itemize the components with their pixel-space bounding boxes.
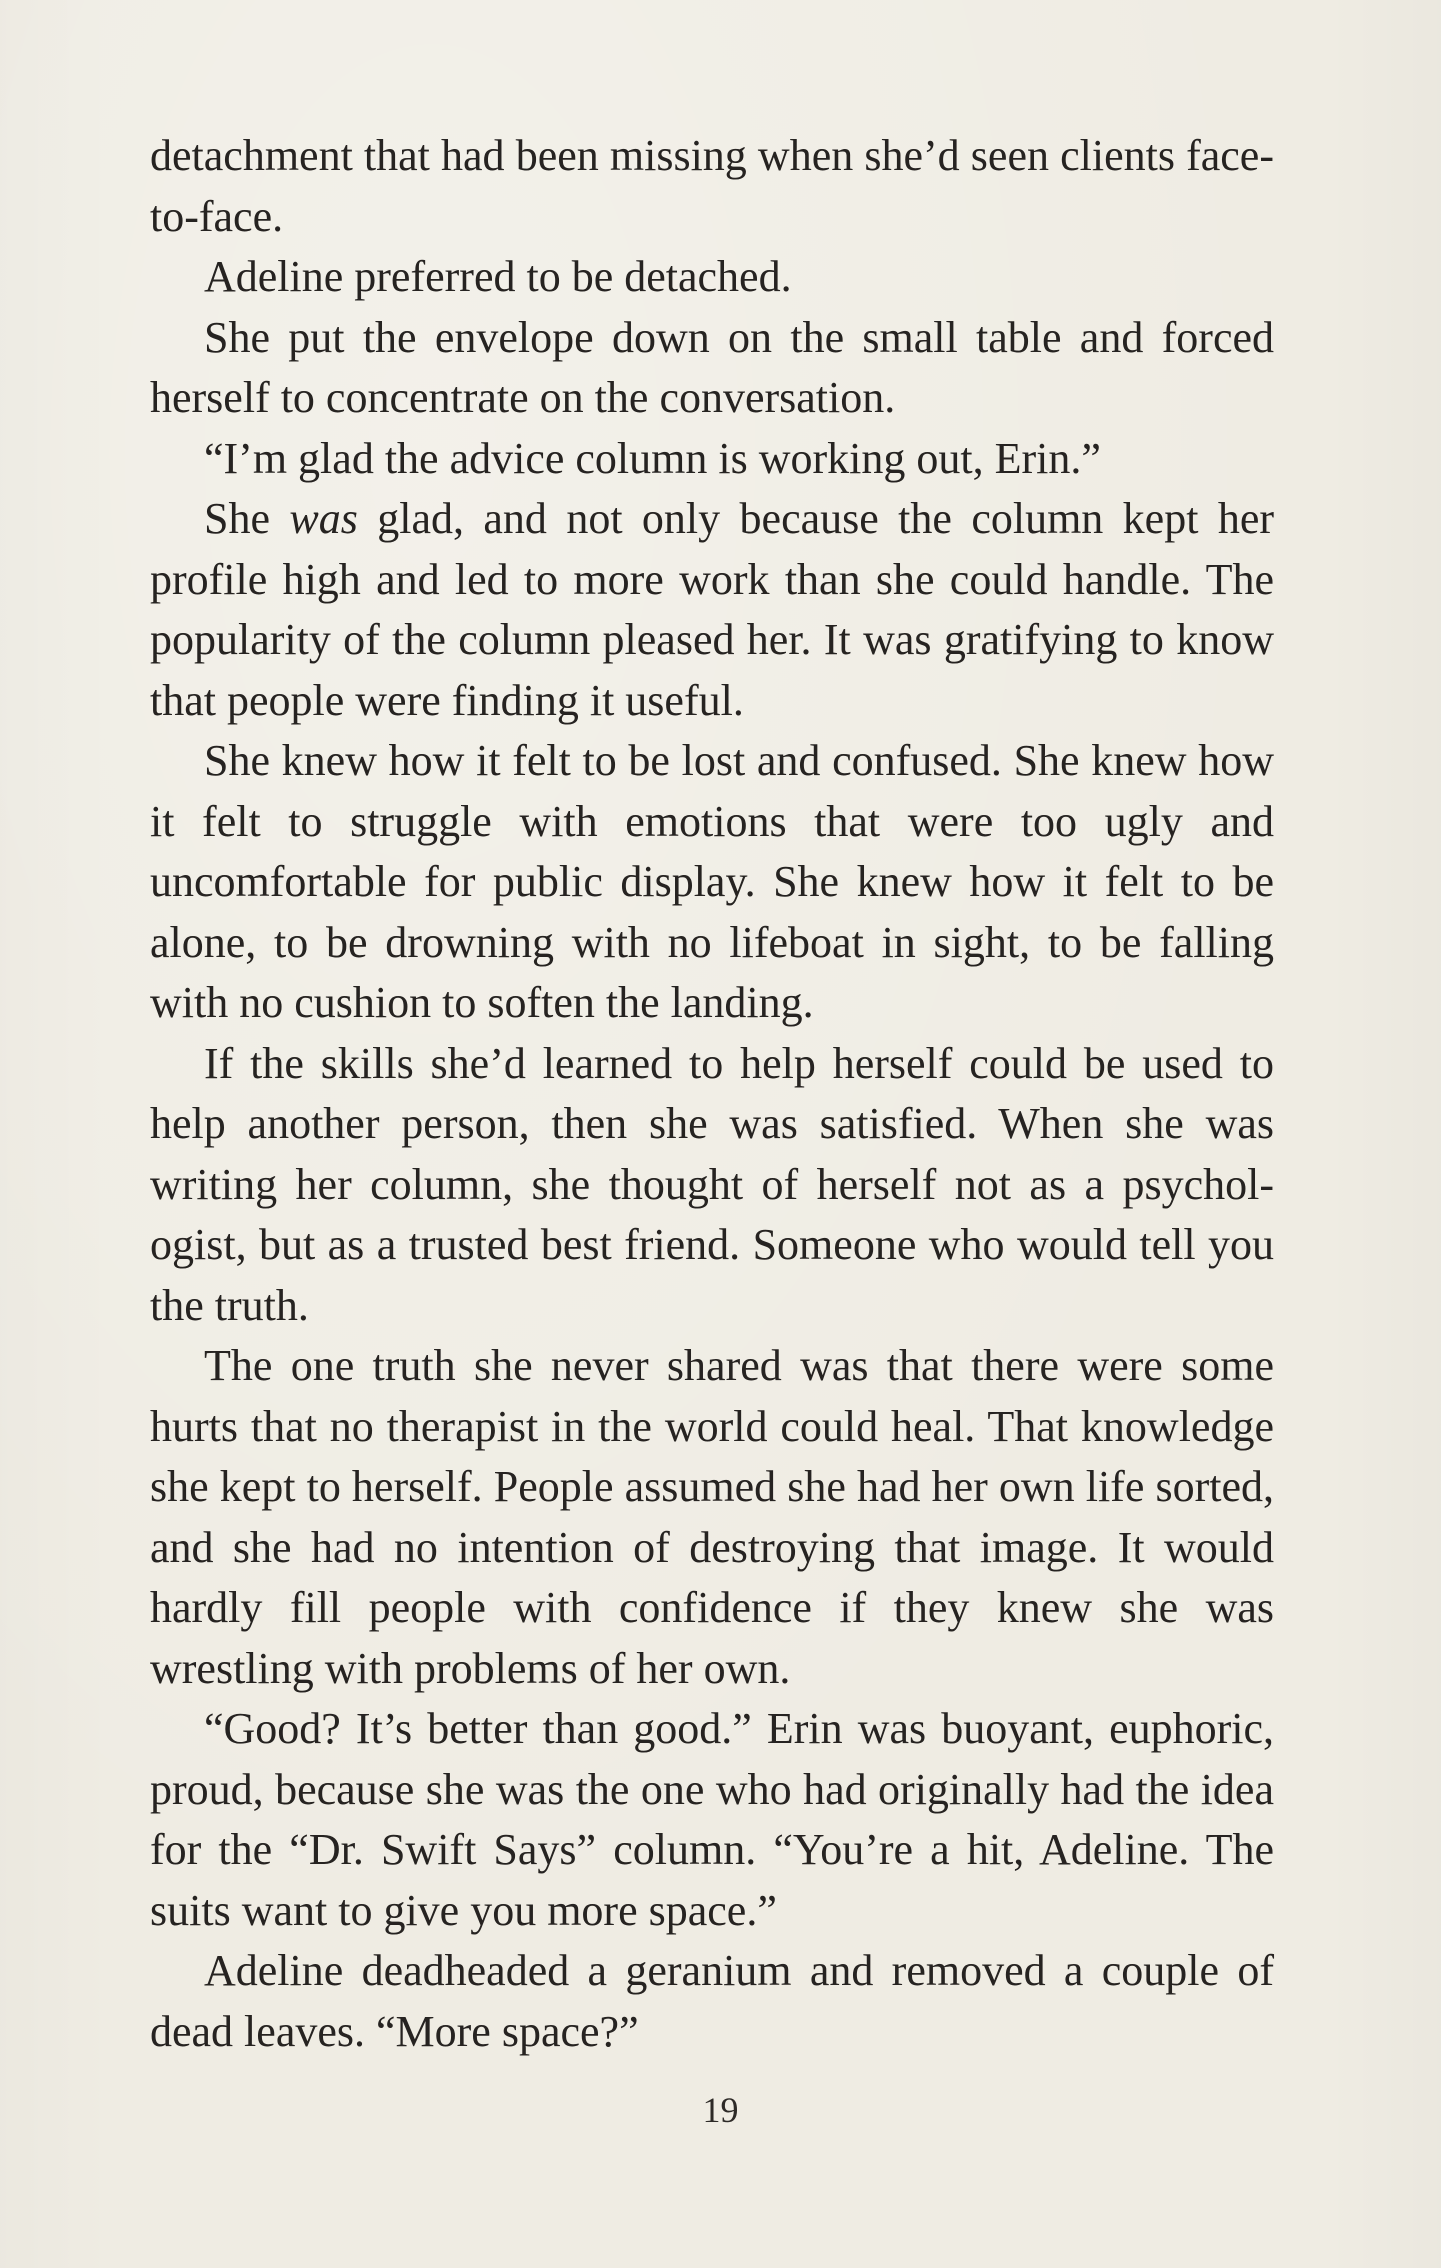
paragraph-7: If the skills she’d learned to help herself could be used to help another person, then she was satisfied. When she was writing her column, she thought of herself not as a psychologist, but as a trusted best friend. Someone who would tell you the truth.: [150, 1038, 1274, 1330]
paragraph-8: The one truth she never shared was that there were some hurts that no therapist in the world could heal. That knowledge she kept to herself. People assumed she had her own life sorted, and she had no intention of destroying that image. It would hardly fill people with confidence if they knew she was wrestling with problems of her own.: [150, 1341, 1274, 1693]
body-text: [150, 126, 1274, 2062]
paragraph-5: [150, 489, 1274, 731]
paragraph-4: “I’m glad the advice column is working out, Erin.”: [204, 433, 1101, 483]
paragraph-1: detachment that had been missing when she’d seen clients face-to-face.: [150, 131, 1274, 241]
page-number: 19: [702, 2090, 739, 2130]
paragraph-10: Adeline deadheaded a geranium and removed a couple of dead leaves. “More space?”: [150, 1946, 1274, 2056]
emphasis-was: was: [289, 494, 358, 543]
paragraph-6: She knew how it felt to be lost and confused. She knew how it felt to struggle with emotions that were too ugly and uncomfortable for public display. She knew how it felt to be alone, to be drowning with no lifeboat in sight, to be falling with no cushion to soften the landing.: [150, 736, 1274, 1027]
paragraph-9: “Good? It’s better than good.” Erin was buoyant, euphoric, proud, because she was the one who had originally had the idea for the “Dr. Swift Says” column. “You’re a hit, Adeline. The suits want to give you more space.”: [150, 1704, 1274, 1935]
paragraph-5-start: She: [204, 494, 290, 543]
paragraph-2: Adeline preferred to be detached.: [204, 252, 792, 301]
paragraph-5-rest: glad, and not only because the column kept her profile high and led to more work than she could handle. The popularity of the column pleased her. It was gratifying to know that people were finding it useful.: [150, 494, 1275, 725]
paragraph-3: She put the envelope down on the small table and forced herself to concentrate on the conversation.: [150, 312, 1274, 422]
